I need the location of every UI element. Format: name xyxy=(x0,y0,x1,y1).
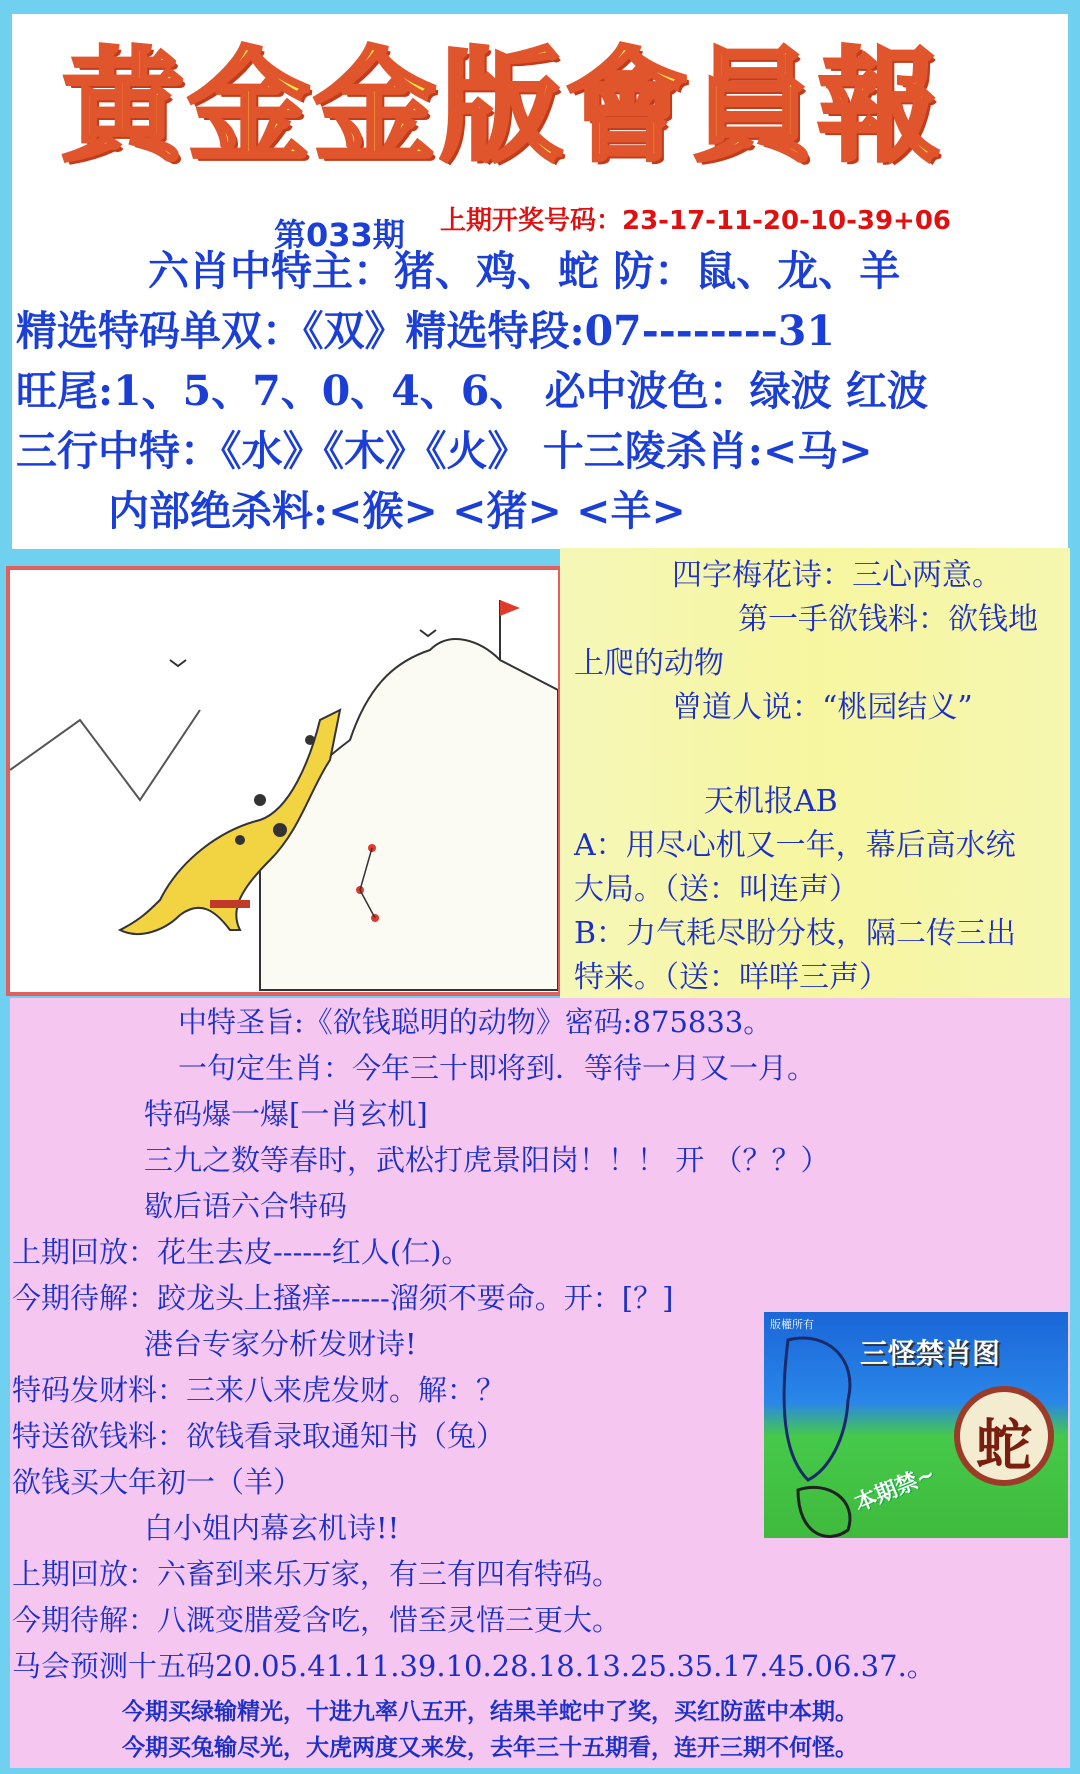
right-info-panel xyxy=(560,548,1070,998)
tianji-b-line-2: 特来。（送：咩咩三声） xyxy=(574,960,889,995)
current-riddle-poem-line: 今期待解：八溉变腊爱含吃，惜至灵悟三更大。 xyxy=(12,1603,622,1637)
illustration-svg xyxy=(10,570,558,992)
xiehouyu-title: 歇后语六合特码 xyxy=(144,1189,348,1223)
miss-bai-title: 白小姐内幕玄机诗!! xyxy=(144,1511,400,1545)
last-replay-line: 上期回放：花生去皮------红人(仁)。 xyxy=(12,1235,471,1269)
footer-poem-2: 今期买兔输尽光，大虎两度又来发，去年三十五期看，连开三期不何怪。 xyxy=(122,1734,858,1761)
forbidden-caption: 本期禁~ xyxy=(851,1461,939,1517)
tianji-a-line: A：用尽心机又一年，幕后高水统 xyxy=(574,828,1016,863)
money-material-line: 特送欲钱料：欲钱看录取通知书（兔） xyxy=(12,1419,506,1453)
footer-poem-1: 今期买绿输精光，十进九率八五开，结果羊蛇中了奖，买红防蓝中本期。 xyxy=(122,1698,858,1725)
last-draw-numbers: 上期开奖号码：23-17-11-20-10-39+06 xyxy=(440,206,952,236)
copyright-label: 版權所有 xyxy=(770,1318,814,1331)
dog-climbing-illustration xyxy=(6,566,562,996)
zodiac-sentence-line: 一句定生肖：今年三十即将到．等待一月又一月。 xyxy=(178,1051,817,1085)
tianji-title: 天机报AB xyxy=(704,784,838,819)
special-burst-line: 特码爆一爆[一肖玄机] xyxy=(144,1097,428,1131)
plum-poem-line: 四字梅花诗：三心两意。 xyxy=(672,558,1002,593)
fortune-line: 特码发财料：三来八来虎发财。解：？ xyxy=(12,1373,506,1407)
odd-even-line: 精选特码单双：《双》精选特段:07--------31 xyxy=(16,307,835,355)
forbidden-zodiac: 蛇 xyxy=(976,1413,1032,1479)
tianji-a-line-2: 大局。（送：叫连声） xyxy=(574,872,859,907)
current-riddle-line: 今期待解：跤龙头上搔痒------溜须不要命。开：[？] xyxy=(12,1281,674,1315)
issue-number: 第033期 xyxy=(274,216,405,254)
header-panel xyxy=(12,14,1068,549)
decree-line: 中特圣旨:《欲钱聪明的动物》密码:875833。 xyxy=(178,1005,773,1039)
tail-number-line: 旺尾:1、5、7、0、4、6、 必中波色：绿波 红波 xyxy=(16,367,928,415)
last-replay-poem-line: 上期回放：六畜到来乐万家，有三有四有特码。 xyxy=(12,1557,622,1591)
first-hand-line: 第一手欲钱料：欲钱地 xyxy=(738,602,1038,637)
spring-poem-line: 三九之数等春时，武松打虎景阳岗！！！ 开 （？？） xyxy=(144,1143,830,1177)
six-zodiac-line: 六肖中特主：猪、鸡、蛇 防：鼠、龙、羊 xyxy=(148,247,901,295)
newspaper-title: 黄金金版會員報 xyxy=(62,36,944,178)
three-elements-line: 三行中特：《水》《木》《火》 十三陵杀肖:<马> xyxy=(16,427,873,475)
expert-poem-title: 港台专家分析发财诗! xyxy=(144,1327,417,1361)
fifteen-numbers-line: 马会预测十五码20.05.41.11.39.10.28.18.13.25.35.17.45.06.37.。 xyxy=(12,1649,936,1683)
tianji-b-line: B：力气耗尽盼分枝，隔二传三出 xyxy=(574,916,1017,951)
internal-kill-line: 内部绝杀料:<猴> <猪> <羊> xyxy=(108,487,686,535)
zeng-daoren-line: 曾道人说：“桃园结义” xyxy=(672,690,973,725)
figure-title: 三怪禁肖图 xyxy=(860,1337,1001,1370)
three-monster-zodiac-figure xyxy=(764,1312,1068,1538)
climbing-animal-line: 上爬的动物 xyxy=(574,646,724,681)
new-year-line: 欲钱买大年初一（羊） xyxy=(12,1465,303,1499)
